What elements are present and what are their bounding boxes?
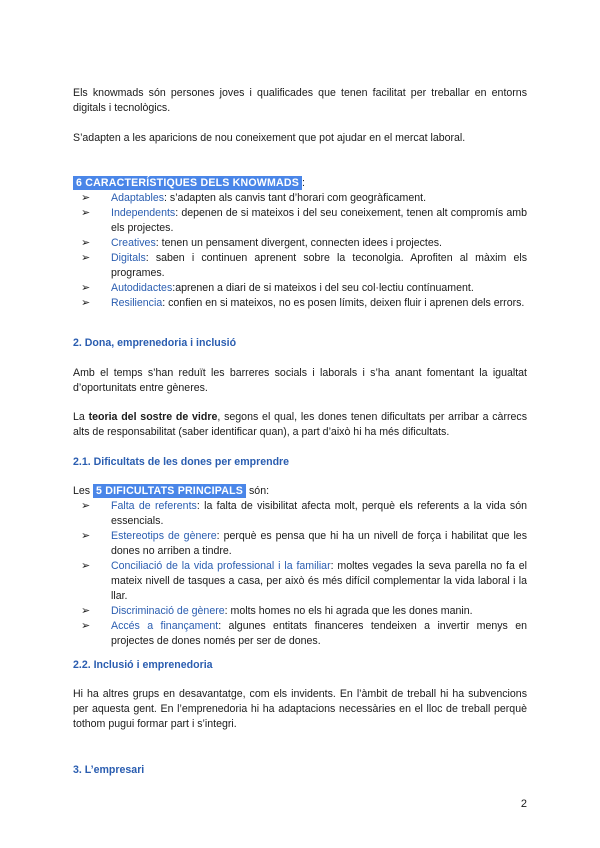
intro-paragraph-1 <box>73 86 527 116</box>
characteristic-item <box>73 206 527 236</box>
arrow-bullet-icon: ➢ <box>81 207 91 219</box>
characteristic-item <box>73 236 527 251</box>
characteristics-title-suffix: : <box>302 177 305 189</box>
difficulty-item-term: Discriminació de gènere <box>111 605 225 617</box>
difficulty-item-term: Estereotips de gènere <box>111 530 217 542</box>
difficulty-item-text: : moltes vegades la seva parella no fa el mateix nivell de tasques a casa, per això és més difícil complementar la vida laboral i la llar. <box>111 560 527 602</box>
section-2-text-2 <box>73 410 527 440</box>
characteristic-item-term: Adaptables <box>111 192 165 204</box>
characteristic-item-text: : s’adapten als canvis tant d’horari com geogràficament. <box>164 192 427 204</box>
characteristics-list <box>73 191 527 311</box>
intro-text-1: Els knowmads són persones joves i qualificades que tenen facilitat per treballar en entorns digitals i tecnològics. <box>73 87 527 114</box>
section-3-heading: 3. L’empresari <box>73 764 145 776</box>
characteristics-title-line <box>73 176 527 191</box>
section-3-heading-block <box>73 763 527 778</box>
section-2-heading: 2. Dona, emprenedoria i inclusió <box>73 337 237 349</box>
difficulty-item-term: Falta de referents <box>111 500 197 512</box>
glass-ceiling-post: , segons el qual, les dones tenen dificultats per arribar a càrrecs alts de responsabilitat (saber identificar quan), a part d’això hi ha més dificultats. <box>73 411 527 438</box>
difficulty-item <box>73 529 527 559</box>
characteristic-item-text: :aprenen a diari de si mateixos i del seu col·lectiu contínuament. <box>172 282 474 294</box>
section-2-heading-block <box>73 336 527 351</box>
characteristic-item-text: : saben i continuen aprenent sobre la teconolgia. Aprofiten al màxim els programes. <box>111 252 527 279</box>
section-2-2-paragraph <box>73 687 527 732</box>
section-2-paragraph-2 <box>73 410 527 440</box>
characteristics-title: 6 CARACTERÍSTIQUES DELS KNOWMADS <box>73 176 302 190</box>
characteristic-item-text: : tenen un pensament divergent, connecten idees i projectes. <box>155 237 442 249</box>
arrow-bullet-icon: ➢ <box>81 282 91 294</box>
difficulty-item <box>73 559 527 604</box>
characteristic-item-term: Autodidactes <box>111 282 173 294</box>
section-2-1-heading-block <box>73 455 527 470</box>
glass-ceiling-term: teoria del sostre de vidre <box>88 411 218 423</box>
section-2-2-heading: 2.2. Inclusió i emprenedoria <box>73 659 213 671</box>
difficulties-section <box>73 484 527 649</box>
difficulty-item <box>73 619 527 649</box>
characteristic-item <box>73 191 527 206</box>
arrow-bullet-icon: ➢ <box>81 560 91 572</box>
difficulties-title: 5 DIFICULTATS PRINCIPALS <box>93 484 246 498</box>
arrow-bullet-icon: ➢ <box>81 500 91 512</box>
characteristic-item-term: Digitals <box>111 252 146 264</box>
page-number: 2 <box>520 798 527 810</box>
section-2-2-heading-block <box>73 658 527 673</box>
difficulty-item-term: Accés a finançament <box>111 620 219 632</box>
characteristic-item-term: Independents <box>111 207 176 219</box>
characteristic-item-text: : confien en si mateixos, no es posen límits, deixen fluir i aprenen dels errors. <box>162 297 525 309</box>
section-2-text-1: Amb el temps s’han reduït les barreres socials i laborals i s’ha anant fomentant la igualtat d’oportunitats entre gèneres. <box>73 367 527 394</box>
intro-paragraph-2 <box>73 131 527 146</box>
difficulty-item-text: : molts homes no els hi agrada que les dones manin. <box>224 605 473 617</box>
difficulties-lead-pre: Les <box>73 485 94 497</box>
characteristic-item <box>73 281 527 296</box>
arrow-bullet-icon: ➢ <box>81 237 91 249</box>
section-2-1-heading: 2.1. Dificultats de les dones per emprendre <box>73 456 290 468</box>
characteristic-item-term: Resiliencia <box>111 297 163 309</box>
difficulties-lead-post: són: <box>246 485 270 497</box>
arrow-bullet-icon: ➢ <box>81 297 91 309</box>
characteristics-section <box>73 176 527 311</box>
characteristic-item-term: Creatives <box>111 237 156 249</box>
arrow-bullet-icon: ➢ <box>81 252 91 264</box>
glass-ceiling-pre: La <box>73 411 89 423</box>
arrow-bullet-icon: ➢ <box>81 192 91 204</box>
difficulty-item <box>73 604 527 619</box>
characteristic-item <box>73 251 527 281</box>
section-2-paragraph-1 <box>73 366 527 396</box>
arrow-bullet-icon: ➢ <box>81 530 91 542</box>
characteristic-item <box>73 296 527 311</box>
difficulty-item <box>73 499 527 529</box>
arrow-bullet-icon: ➢ <box>81 605 91 617</box>
difficulty-item-term: Conciliació de la vida professional i la familiar <box>111 560 331 572</box>
section-2-2-text: Hi ha altres grups en desavantatge, com els invidents. En l’àmbit de treball hi ha subvencions per aquesta gent. En l’emprenedoria hi ha adaptacions necessàries en el lloc de treball perquè tothom pugui formar part i s’integri. <box>73 688 527 730</box>
difficulties-lead <box>73 484 527 499</box>
intro-text-2: S’adapten a les aparicions de nou coneixement que pot ajudar en el mercat laboral. <box>73 132 466 144</box>
difficulty-item-text: : algunes entitats financeres tendeixen a invertir menys en projectes de dones només per ser de dones. <box>111 620 527 647</box>
difficulties-list <box>73 499 527 649</box>
characteristic-item-text: : depenen de si mateixos i del seu coneixement, tenen alt compromís amb els projectes. <box>111 207 527 234</box>
difficulty-item-text: : perquè es pensa que hi ha un nivell de força i habilitat que les dones no arriben a tindre. <box>111 530 527 557</box>
arrow-bullet-icon: ➢ <box>81 620 91 632</box>
difficulty-item-text: : la falta de visibilitat afecta molt, perquè els referents a la vida són essencials. <box>111 500 527 527</box>
